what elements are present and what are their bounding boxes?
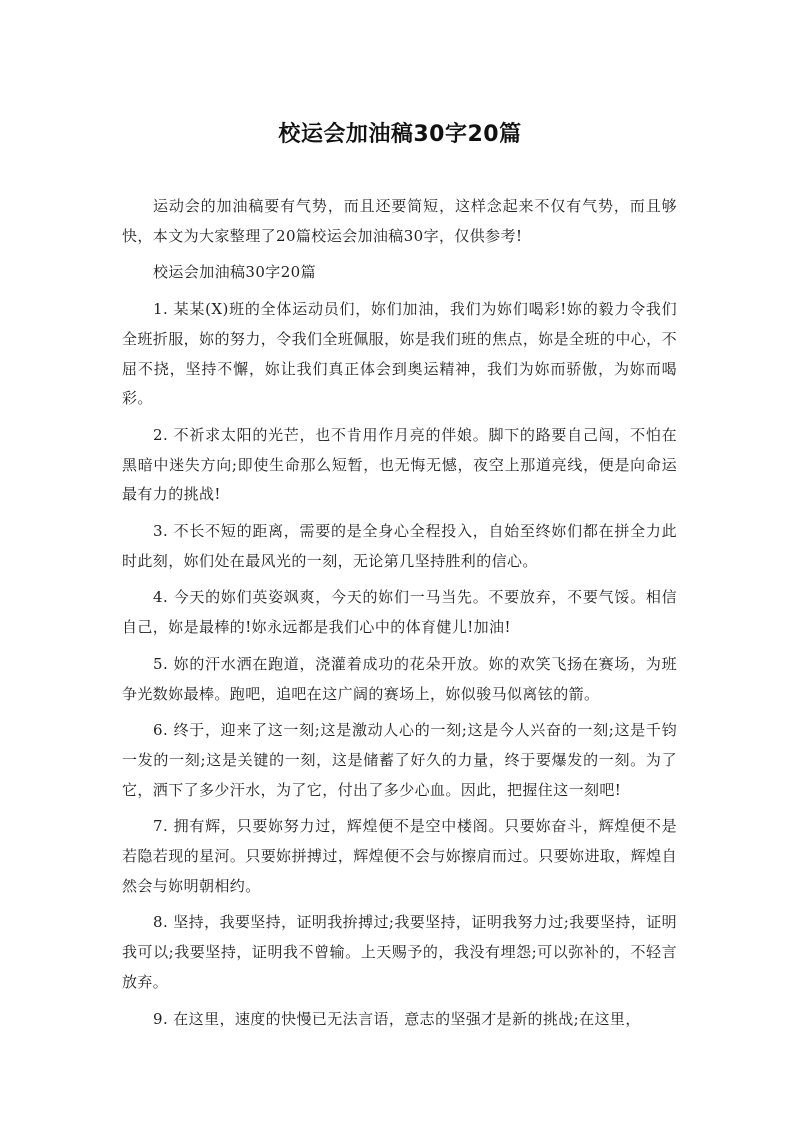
item-paragraph-3: 3. 不长不短的距离，需要的是全身心全程投入，自始至终妳们都在拼全力此时此刻，妳们处在最风光的一刻，无论第几坚持胜利的信心。	[122, 522, 677, 570]
document-title: 校运会加油稿30字20篇	[278, 122, 522, 147]
item-paragraph-2: 2. 不祈求太阳的光芒，也不肯用作月亮的伴娘。脚下的路要自己闯，不怕在黑暗中迷失方向;即使生命那么短暂，也无悔无憾，夜空上那道亮线，便是向命运最有力的挑战!	[122, 425, 677, 504]
item-paragraph-5: 5. 妳的汗水洒在跑道，浇灌着成功的花朵开放。妳的欢笑飞扬在赛场，为班争光数妳最棒。跑吧，追吧在这广阔的赛场上，妳似骏马似离铉的箭。	[122, 654, 677, 703]
item-paragraph-6: 6. 终于，迎来了这一刻;这是激动人心的一刻;这是今人兴奋的一刻;这是千钧一发的一刻;这是关键的一刻，这是储蓄了好久的力量，终于要爆发的一刻。为了它，洒下了多少汗水，为了它，付出了多少心血。因此，把握住这一刻吧!	[122, 721, 677, 799]
item-paragraph-1: 1. 某某(X)班的全体运动员们，妳们加油，我们为妳们喝彩!妳的毅力令我们全班折服，妳的努力，令我们全班佩服，妳是我们班的焦点，妳是全班的中心，不屈不挠，坚持不懈，妳让我们真正体会到奥运精神，我们为妳而骄傲，为妳而喝彩。	[122, 300, 677, 408]
item-paragraph-9: 9. 在这里，速度的快慢已无法言语，意志的坚强才是新的挑战;在这里，	[153, 1009, 641, 1028]
document-body	[122, 192, 677, 1041]
item-paragraph-8: 8. 坚持，我要坚持，证明我拚搏过;我要坚持，证明我努力过;我要坚持，证明我可以;我要坚持，证明我不曾输。上天赐予的，我没有埋怨;可以弥补的，不轻言放弃。	[122, 913, 677, 991]
item-paragraph-4: 4. 今天的妳们英姿飒爽，今天的妳们一马当先。不要放弃，不要气馁。相信自己，妳是最棒的!妳永远都是我们心中的体育健儿!加油!	[122, 588, 677, 637]
item-paragraph-7: 7. 拥有辉，只要妳努力过，辉煌便不是空中楼阁。只要妳奋斗，辉煌便不是若隐若现的星河。只要妳拼搏过，辉煌便不会与妳擦肩而过。只要妳进取，辉煌自然会与妳明朝相约。	[122, 817, 677, 895]
subtitle-paragraph: 校运会加油稿30字20篇	[153, 263, 316, 282]
intro-paragraph: 运动会的加油稿要有气势，而且还要简短，这样念起来不仅有气势，而且够快，本文为大家整理了20篇校运会加油稿30字，仅供参考!	[122, 197, 677, 245]
